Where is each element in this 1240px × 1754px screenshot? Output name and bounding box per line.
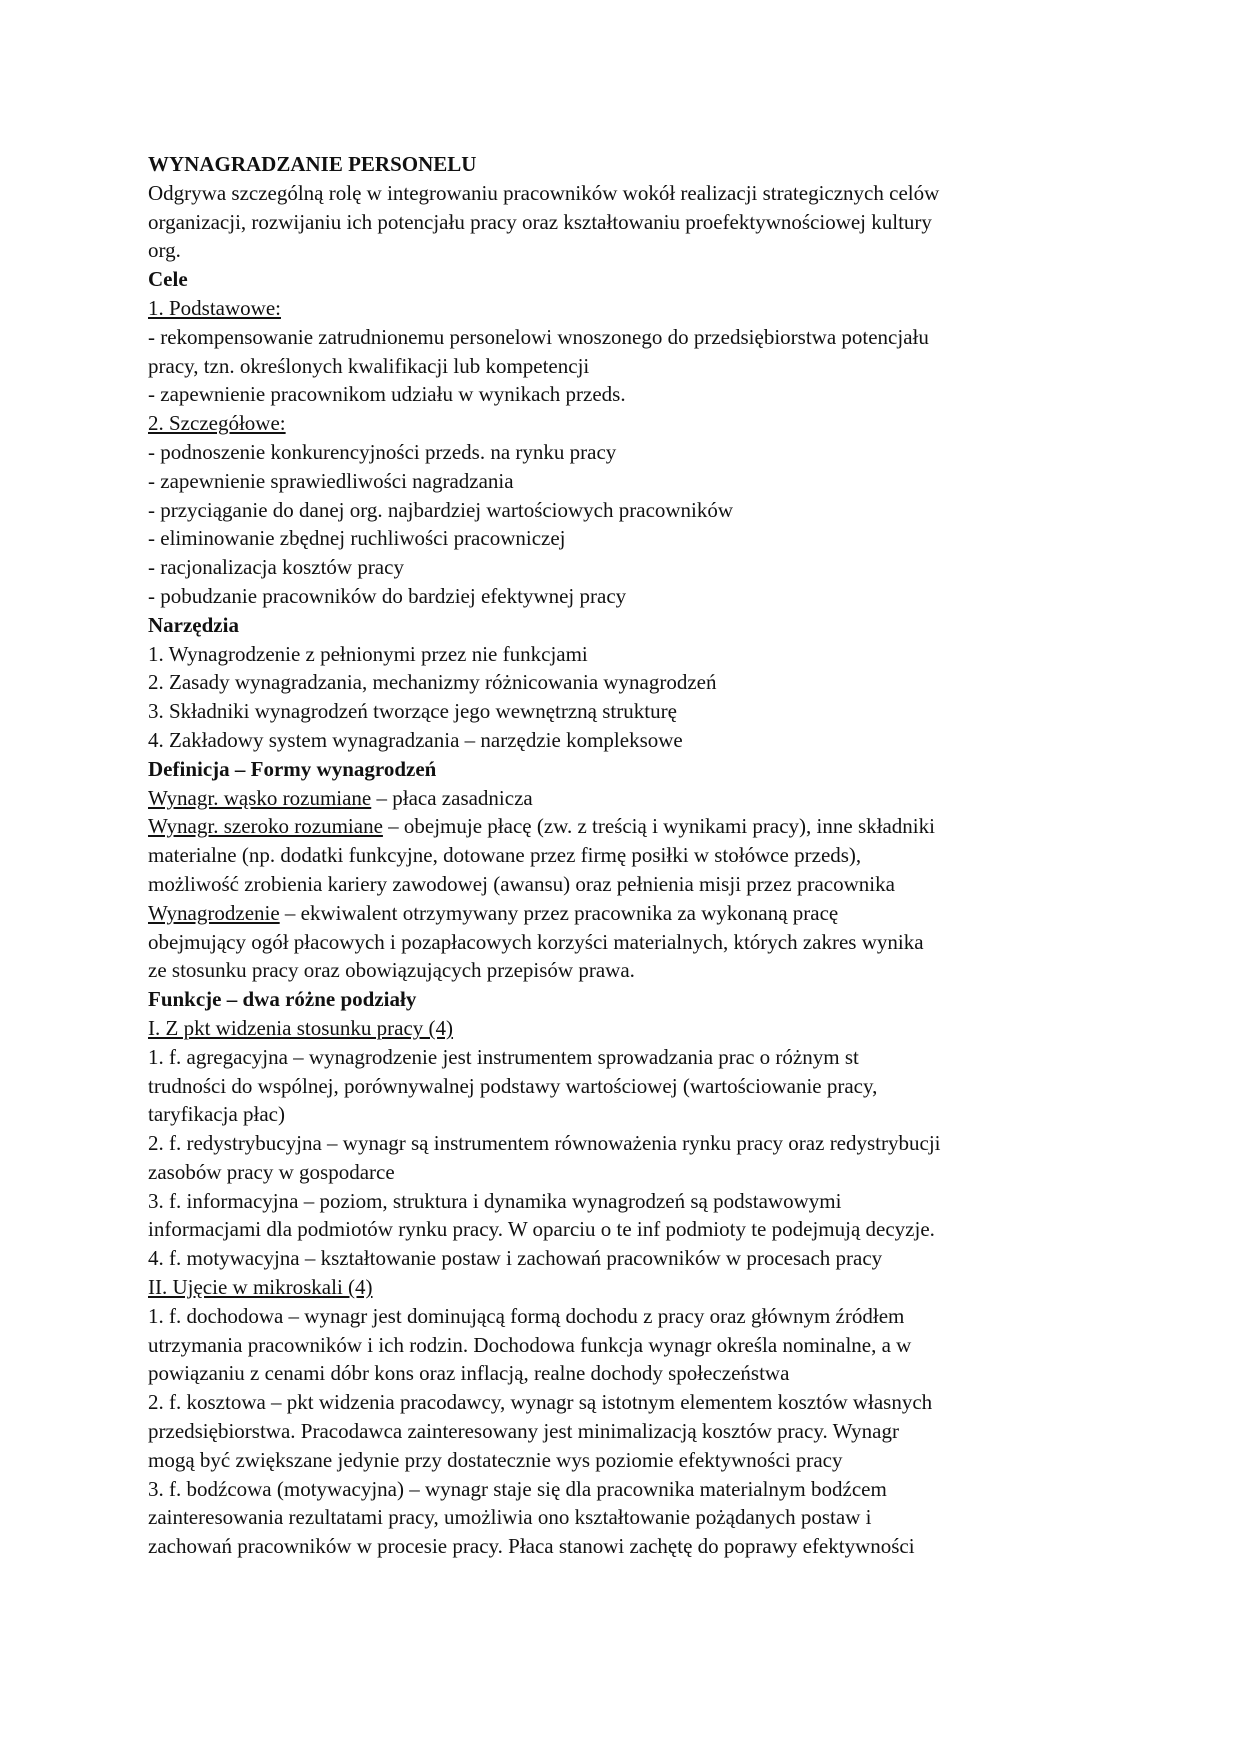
definition-text: – ekwiwalent otrzymywany przez pracownika za wykonaną pracę xyxy=(279,900,839,925)
subheading-podstawowe: 1. Podstawowe: xyxy=(148,295,281,320)
text-line: powiązaniu z cenami dóbr kons oraz inflacją, realne dochody społeczeństwa xyxy=(148,1361,790,1386)
section-heading-cele: Cele xyxy=(148,267,188,292)
text-line: taryfikacja płac) xyxy=(148,1102,285,1127)
document-title: WYNAGRADZANIE PERSONELU xyxy=(148,152,477,176)
text-line: ze stosunku pracy oraz obowiązujących przepisów prawa. xyxy=(148,958,635,983)
definition-term: Wynagrodzenie xyxy=(148,900,280,925)
text-line: - zapewnienie pracownikom udziału w wynikach przeds. xyxy=(148,382,626,407)
list-item: 2. Zasady wynagradzania, mechanizmy różnicowania wynagrodzeń xyxy=(148,670,717,695)
text-line: obejmujący ogół płacowych i pozapłacowych korzyści materialnych, których zakres wynika xyxy=(148,929,924,954)
text-line: utrzymania pracowników i ich rodzin. Dochodowa funkcja wynagr określa nominalne, a w xyxy=(148,1332,912,1357)
section-heading-funkcje: Funkcje – dwa różne podziały xyxy=(148,987,417,1012)
text-line: pracy, tzn. określonych kwalifikacji lub kompetencji xyxy=(148,353,590,378)
list-item: - zapewnienie sprawiedliwości nagradzania xyxy=(148,468,514,493)
text-line: 3. f. bodźcowa (motywacyjna) – wynagr staje się dla pracownika materialnym bodźcem xyxy=(148,1476,887,1501)
list-item: 3. Składniki wynagrodzeń tworzące jego wewnętrzną strukturę xyxy=(148,699,677,724)
subheading-szczegolowe: 2. Szczegółowe: xyxy=(148,411,286,436)
text-line: 1. f. dochodowa – wynagr jest dominującą formą dochodu z pracy oraz głównym źródłem xyxy=(148,1303,905,1328)
text-line: informacjami dla podmiotów rynku pracy. W oparciu o te inf podmioty te podejmują decyzje. xyxy=(148,1217,935,1242)
text-line: 2. f. redystrybucyjna – wynagr są instrumentem równoważenia rynku pracy oraz redystrybucji xyxy=(148,1131,941,1156)
section-heading-narzedzia: Narzędzia xyxy=(148,612,239,637)
text-line: 2. f. kosztowa – pkt widzenia pracodawcy, wynagr są istotnym elementem kosztów własnych xyxy=(148,1390,933,1415)
definition-line xyxy=(148,899,1108,928)
text-line: mogą być zwiększane jedynie przy dostatecznie wys poziomie efektywności pracy xyxy=(148,1447,843,1472)
text-line: 3. f. informacyjna – poziom, struktura i dynamika wynagrodzeń są podstawowymi xyxy=(148,1188,842,1213)
text-line: możliwość zrobienia kariery zawodowej (awansu) oraz pełnienia misji przez pracownika xyxy=(148,871,895,896)
definition-line xyxy=(148,784,1108,813)
text-line: 1. f. agregacyjna – wynagrodzenie jest instrumentem sprowadzania prac o różnym st xyxy=(148,1044,859,1069)
definition-text: – obejmuje płacę (zw. z treścią i wynikami pracy), inne składniki xyxy=(382,814,935,839)
definition-line xyxy=(148,812,1108,841)
definition-term: Wynagr. wąsko rozumiane xyxy=(148,785,372,810)
list-item: - pobudzanie pracowników do bardziej efektywnej pracy xyxy=(148,583,627,608)
list-item: - przyciąganie do danej org. najbardziej wartościowych pracowników xyxy=(148,497,734,522)
text-line: przedsiębiorstwa. Pracodawca zainteresowany jest minimalizacją kosztów pracy. Wynagr xyxy=(148,1419,899,1444)
text-line: 4. f. motywacyjna – kształtowanie postaw i zachowań pracowników w procesach pracy xyxy=(148,1246,883,1271)
text-line: zainteresowania rezultatami pracy, umożliwia ono kształtowanie pożądanych postaw i xyxy=(148,1505,872,1530)
definition-term: Wynagr. szeroko rozumiane xyxy=(148,814,383,839)
subheading-part-1: I. Z pkt widzenia stosunku pracy (4) xyxy=(148,1015,454,1040)
list-item: - eliminowanie zbędnej ruchliwości pracowniczej xyxy=(148,526,566,551)
list-item: 1. Wynagrodzenie z pełnionymi przez nie funkcjami xyxy=(148,641,588,666)
definition-text: – płaca zasadnicza xyxy=(371,785,533,810)
subheading-part-2: II. Ujęcie w mikroskali (4) xyxy=(148,1275,373,1300)
text-line: zasobów pracy w gospodarce xyxy=(148,1159,395,1184)
document-page xyxy=(148,150,1108,1561)
intro-line: organizacji, rozwijaniu ich potencjału pracy oraz kształtowaniu proefektywnościowej kultury xyxy=(148,209,932,234)
list-item: 4. Zakładowy system wynagradzania – narzędzie kompleksowe xyxy=(148,727,683,752)
text-line: trudności do wspólnej, porównywalnej podstawy wartościowej (wartościowanie pracy, xyxy=(148,1073,878,1098)
text-line: - rekompensowanie zatrudnionemu personelowi wnoszonego do przedsiębiorstwa potencjału xyxy=(148,324,929,349)
list-item: - podnoszenie konkurencyjności przeds. na rynku pracy xyxy=(148,439,617,464)
section-heading-definicja: Definicja – Formy wynagrodzeń xyxy=(148,756,437,781)
text-line: materialne (np. dodatki funkcyjne, dotowane przez firmę posiłki w stołówce przeds), xyxy=(148,843,862,868)
text-line: zachowań pracowników w procesie pracy. Płaca stanowi zachętę do poprawy efektywności xyxy=(148,1534,915,1559)
intro-line: Odgrywa szczególną rolę w integrowaniu pracowników wokół realizacji strategicznych celów xyxy=(148,180,940,205)
intro-line: org. xyxy=(148,238,181,263)
list-item: - racjonalizacja kosztów pracy xyxy=(148,555,404,580)
